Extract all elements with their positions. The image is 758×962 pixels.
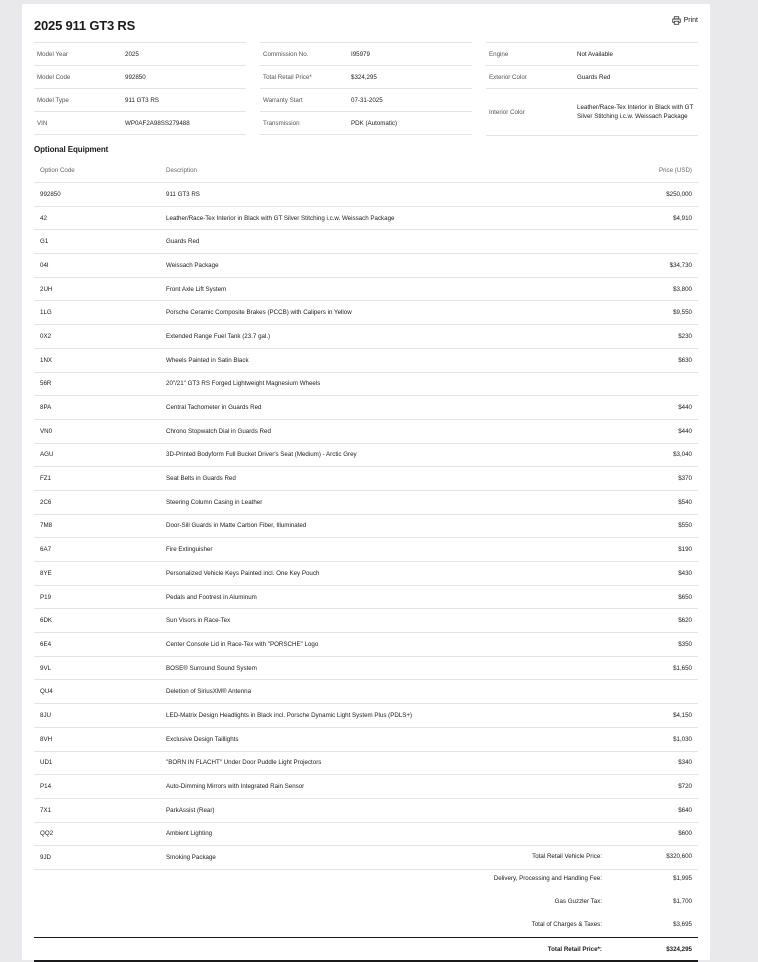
option-description: 911 GT3 RS <box>166 190 200 198</box>
option-price: $4,910 <box>673 214 692 222</box>
option-code: 04I <box>40 261 49 269</box>
table-row <box>34 349 698 373</box>
option-price: $720 <box>678 783 692 791</box>
option-code: 9VL <box>40 664 52 672</box>
spec-value: $324,295 <box>351 73 377 81</box>
option-price: $3,800 <box>673 285 692 293</box>
option-code: P19 <box>40 593 52 601</box>
option-description: 3D-Printed Bodyform Full Bucket Driver's Seat (Medium) - Arctic Grey <box>166 451 357 459</box>
total-row <box>34 913 698 936</box>
spec-value: PDK (Automatic) <box>351 119 398 127</box>
option-price: $1,650 <box>673 664 692 672</box>
option-description: Fire Extinguisher <box>166 546 213 554</box>
table-row <box>34 278 698 302</box>
option-price: $9,550 <box>673 309 692 317</box>
total-value: $320,600 <box>666 852 692 860</box>
option-description: "BORN IN FLACHT" Under Door Puddle Light Projectors <box>166 759 322 767</box>
spec-row <box>260 42 472 65</box>
option-code: 2C6 <box>40 498 52 506</box>
option-price: $350 <box>678 640 692 648</box>
option-code: UD1 <box>40 759 53 767</box>
table-row <box>34 444 698 468</box>
totals-list <box>34 845 698 935</box>
spec-value: Guards Red <box>577 73 611 81</box>
option-price: $430 <box>678 569 692 577</box>
table-row <box>34 657 698 681</box>
option-description: Center Console Lid in Race-Tex with "PORSCHE" Logo <box>166 640 319 648</box>
spec-label: VIN <box>37 119 48 127</box>
option-code: 0X2 <box>40 332 52 340</box>
table-row <box>34 254 698 278</box>
table-header <box>34 158 698 183</box>
table-row <box>34 728 698 752</box>
table-row <box>34 515 698 539</box>
option-code: AGU <box>40 451 54 459</box>
print-button[interactable] <box>672 16 698 25</box>
option-description: Deletion of SiriusXM® Antenna <box>166 688 252 696</box>
option-code: QQ2 <box>40 830 54 838</box>
option-description: Extended Range Fuel Tank (23.7 gal.) <box>166 332 271 340</box>
option-code: 8VH <box>40 735 53 743</box>
spec-row <box>34 111 246 135</box>
spec-value: 07-31-2025 <box>351 96 383 104</box>
table-row <box>34 775 698 799</box>
option-code: VN0 <box>40 427 53 435</box>
option-code: 6A7 <box>40 546 52 554</box>
option-description: Personalized Vehicle Keys Painted incl. One Key Pouch <box>166 569 320 577</box>
option-price: $600 <box>678 830 692 838</box>
table-row <box>34 562 698 586</box>
table-row <box>34 704 698 728</box>
spec-label: Model Year <box>37 50 68 58</box>
spec-row <box>486 42 698 65</box>
total-value: $3,695 <box>673 920 692 928</box>
option-description: Central Tachometer in Guards Red <box>166 404 262 412</box>
total-value: $1,700 <box>673 897 692 905</box>
table-row <box>34 538 698 562</box>
section-title: Optional Equipment <box>34 145 109 154</box>
spec-label: Total Retail Price* <box>263 73 312 81</box>
option-code: FZ1 <box>40 475 52 483</box>
spec-label: Exterior Color <box>489 73 527 81</box>
option-description: Steering Column Casing in Leather <box>166 498 263 506</box>
spec-value: 992850 <box>125 73 146 81</box>
option-description: Wheels Painted in Satin Black <box>166 356 249 364</box>
spec-row <box>260 65 472 88</box>
table-row <box>34 799 698 823</box>
option-description: Pedals and Footrest in Aluminum <box>166 593 257 601</box>
option-description: Smoking Package <box>166 854 216 862</box>
total-row <box>34 868 698 891</box>
option-code: 7M8 <box>40 522 53 530</box>
table-row <box>34 183 698 207</box>
totals-block <box>34 845 698 962</box>
option-code: 56R <box>40 380 52 388</box>
table-body <box>34 183 698 870</box>
option-price: $650 <box>678 593 692 601</box>
total-label: Delivery, Processing and Handling Fee: <box>493 875 602 883</box>
table-row <box>34 301 698 325</box>
option-price: $370 <box>678 475 692 483</box>
page-title: 2025 911 GT3 RS <box>34 18 136 33</box>
option-price: $250,000 <box>666 190 692 198</box>
spec-value: Leather/Race-Tex Interior in Black with GT Silver Stitching i.c.w. Weissach Package <box>577 104 694 120</box>
option-price: $550 <box>678 522 692 530</box>
spec-label: Model Code <box>37 73 71 81</box>
option-code: 7X1 <box>40 806 52 814</box>
option-code: 992850 <box>40 190 61 198</box>
option-code: 9JD <box>40 854 52 862</box>
option-code: 42 <box>40 214 47 222</box>
spec-row <box>486 88 698 136</box>
spec-value: I95979 <box>351 50 370 58</box>
option-description: Front Axle Lift System <box>166 285 227 293</box>
final-total-value: $324,295 <box>666 945 692 953</box>
total-label: Total Retail Vehicle Price: <box>532 852 602 860</box>
print-label: Print <box>683 17 698 24</box>
table-row <box>34 680 698 704</box>
option-price: $230 <box>678 332 692 340</box>
option-description: BOSE® Surround Sound System <box>166 664 257 672</box>
table-row <box>34 633 698 657</box>
spec-label: Transmission <box>263 119 300 127</box>
option-description: Guards Red <box>166 238 200 246</box>
table-row <box>34 467 698 491</box>
option-description: Porsche Ceramic Composite Brakes (PCCB) with Calipers in Yellow <box>166 309 352 317</box>
option-price: $4,150 <box>673 711 692 719</box>
table-row <box>34 609 698 633</box>
option-price: $630 <box>678 356 692 364</box>
spec-label: Engine <box>489 50 509 58</box>
option-price: $340 <box>678 759 692 767</box>
option-code: 8PA <box>40 404 52 412</box>
printer-icon <box>672 16 681 25</box>
table-row <box>34 325 698 349</box>
option-description: Weissach Package <box>166 261 219 269</box>
header-price: Price (USD) <box>658 166 692 174</box>
option-description: Ambient Lighting <box>166 830 213 838</box>
option-price: $3,040 <box>673 451 692 459</box>
total-row <box>34 890 698 913</box>
option-description: Chrono Stopwatch Dial in Guards Red <box>166 427 271 435</box>
specs-column-2 <box>260 42 472 135</box>
spec-row <box>34 42 246 65</box>
option-code: G1 <box>40 238 49 246</box>
spec-value: 2025 <box>125 50 139 58</box>
spec-label: Commission No. <box>263 50 309 58</box>
option-code: 1LG <box>40 309 52 317</box>
spec-label: Model Type <box>37 96 69 104</box>
option-description: LED-Matrix Design Headlights in Black incl. Porsche Dynamic Light System Plus (PDLS+) <box>166 711 413 719</box>
table-row <box>34 207 698 231</box>
total-label: Total of Charges & Taxes: <box>531 920 602 928</box>
spec-row <box>486 65 698 88</box>
spec-label: Interior Color <box>489 108 525 116</box>
spec-label: Warranty Start <box>263 96 303 104</box>
option-price: $34,730 <box>669 261 692 269</box>
table-row <box>34 396 698 420</box>
window-sticker-page <box>22 4 710 960</box>
option-price: $190 <box>678 546 692 554</box>
final-total-label: Total Retail Price*: <box>547 945 602 953</box>
total-label: Gas Guzzler Tax: <box>554 897 602 905</box>
total-value: $1,995 <box>673 875 692 883</box>
equipment-table <box>34 158 698 870</box>
spec-value: WP0AF2A98SS279488 <box>125 119 190 127</box>
header-option-code: Option Code <box>40 166 75 174</box>
option-description: Leather/Race-Tex Interior in Black with GT Silver Stitching i.c.w. Weissach Package <box>166 214 395 222</box>
total-row <box>34 845 698 868</box>
spec-row <box>260 111 472 135</box>
final-total-row <box>34 937 698 962</box>
table-row <box>34 823 698 847</box>
option-description: Auto-Dimming Mirrors with Integrated Rain Sensor <box>166 783 305 791</box>
table-row <box>34 491 698 515</box>
option-price: $1,030 <box>673 735 692 743</box>
option-description: ParkAssist (Rear) <box>166 806 215 814</box>
spec-row <box>260 88 472 111</box>
spec-row <box>34 88 246 111</box>
option-description: Exclusive Design Taillights <box>166 735 239 743</box>
spec-row <box>34 65 246 88</box>
option-code: 6E4 <box>40 640 52 648</box>
option-code: 6DK <box>40 617 53 625</box>
table-row <box>34 373 698 397</box>
option-price: $640 <box>678 806 692 814</box>
option-description: Sun Visors in Race-Tex <box>166 617 231 625</box>
spec-value: 911 GT3 RS <box>125 96 159 104</box>
table-row <box>34 230 698 254</box>
option-description: 20"/21" GT3 RS Forged Lightweight Magnesium Wheels <box>166 380 321 388</box>
table-row <box>34 420 698 444</box>
option-code: 2UH <box>40 285 53 293</box>
option-price: $440 <box>678 427 692 435</box>
option-code: 8JU <box>40 711 52 719</box>
option-code: 1NX <box>40 356 53 364</box>
option-price: $540 <box>678 498 692 506</box>
option-description: Seat Belts in Guards Red <box>166 475 236 483</box>
specs-column-3 <box>486 42 698 136</box>
option-price: $440 <box>678 404 692 412</box>
table-row <box>34 586 698 610</box>
specs-column-1 <box>34 42 246 135</box>
header-description: Description <box>166 166 197 174</box>
table-row <box>34 752 698 776</box>
option-price: $620 <box>678 617 692 625</box>
option-code: QU4 <box>40 688 53 696</box>
option-code: 8YE <box>40 569 52 577</box>
spec-value: Not Available <box>577 50 614 58</box>
option-description: Door-Sill Guards in Matte Carbon Fiber, Illuminated <box>166 522 307 530</box>
option-code: P14 <box>40 783 52 791</box>
